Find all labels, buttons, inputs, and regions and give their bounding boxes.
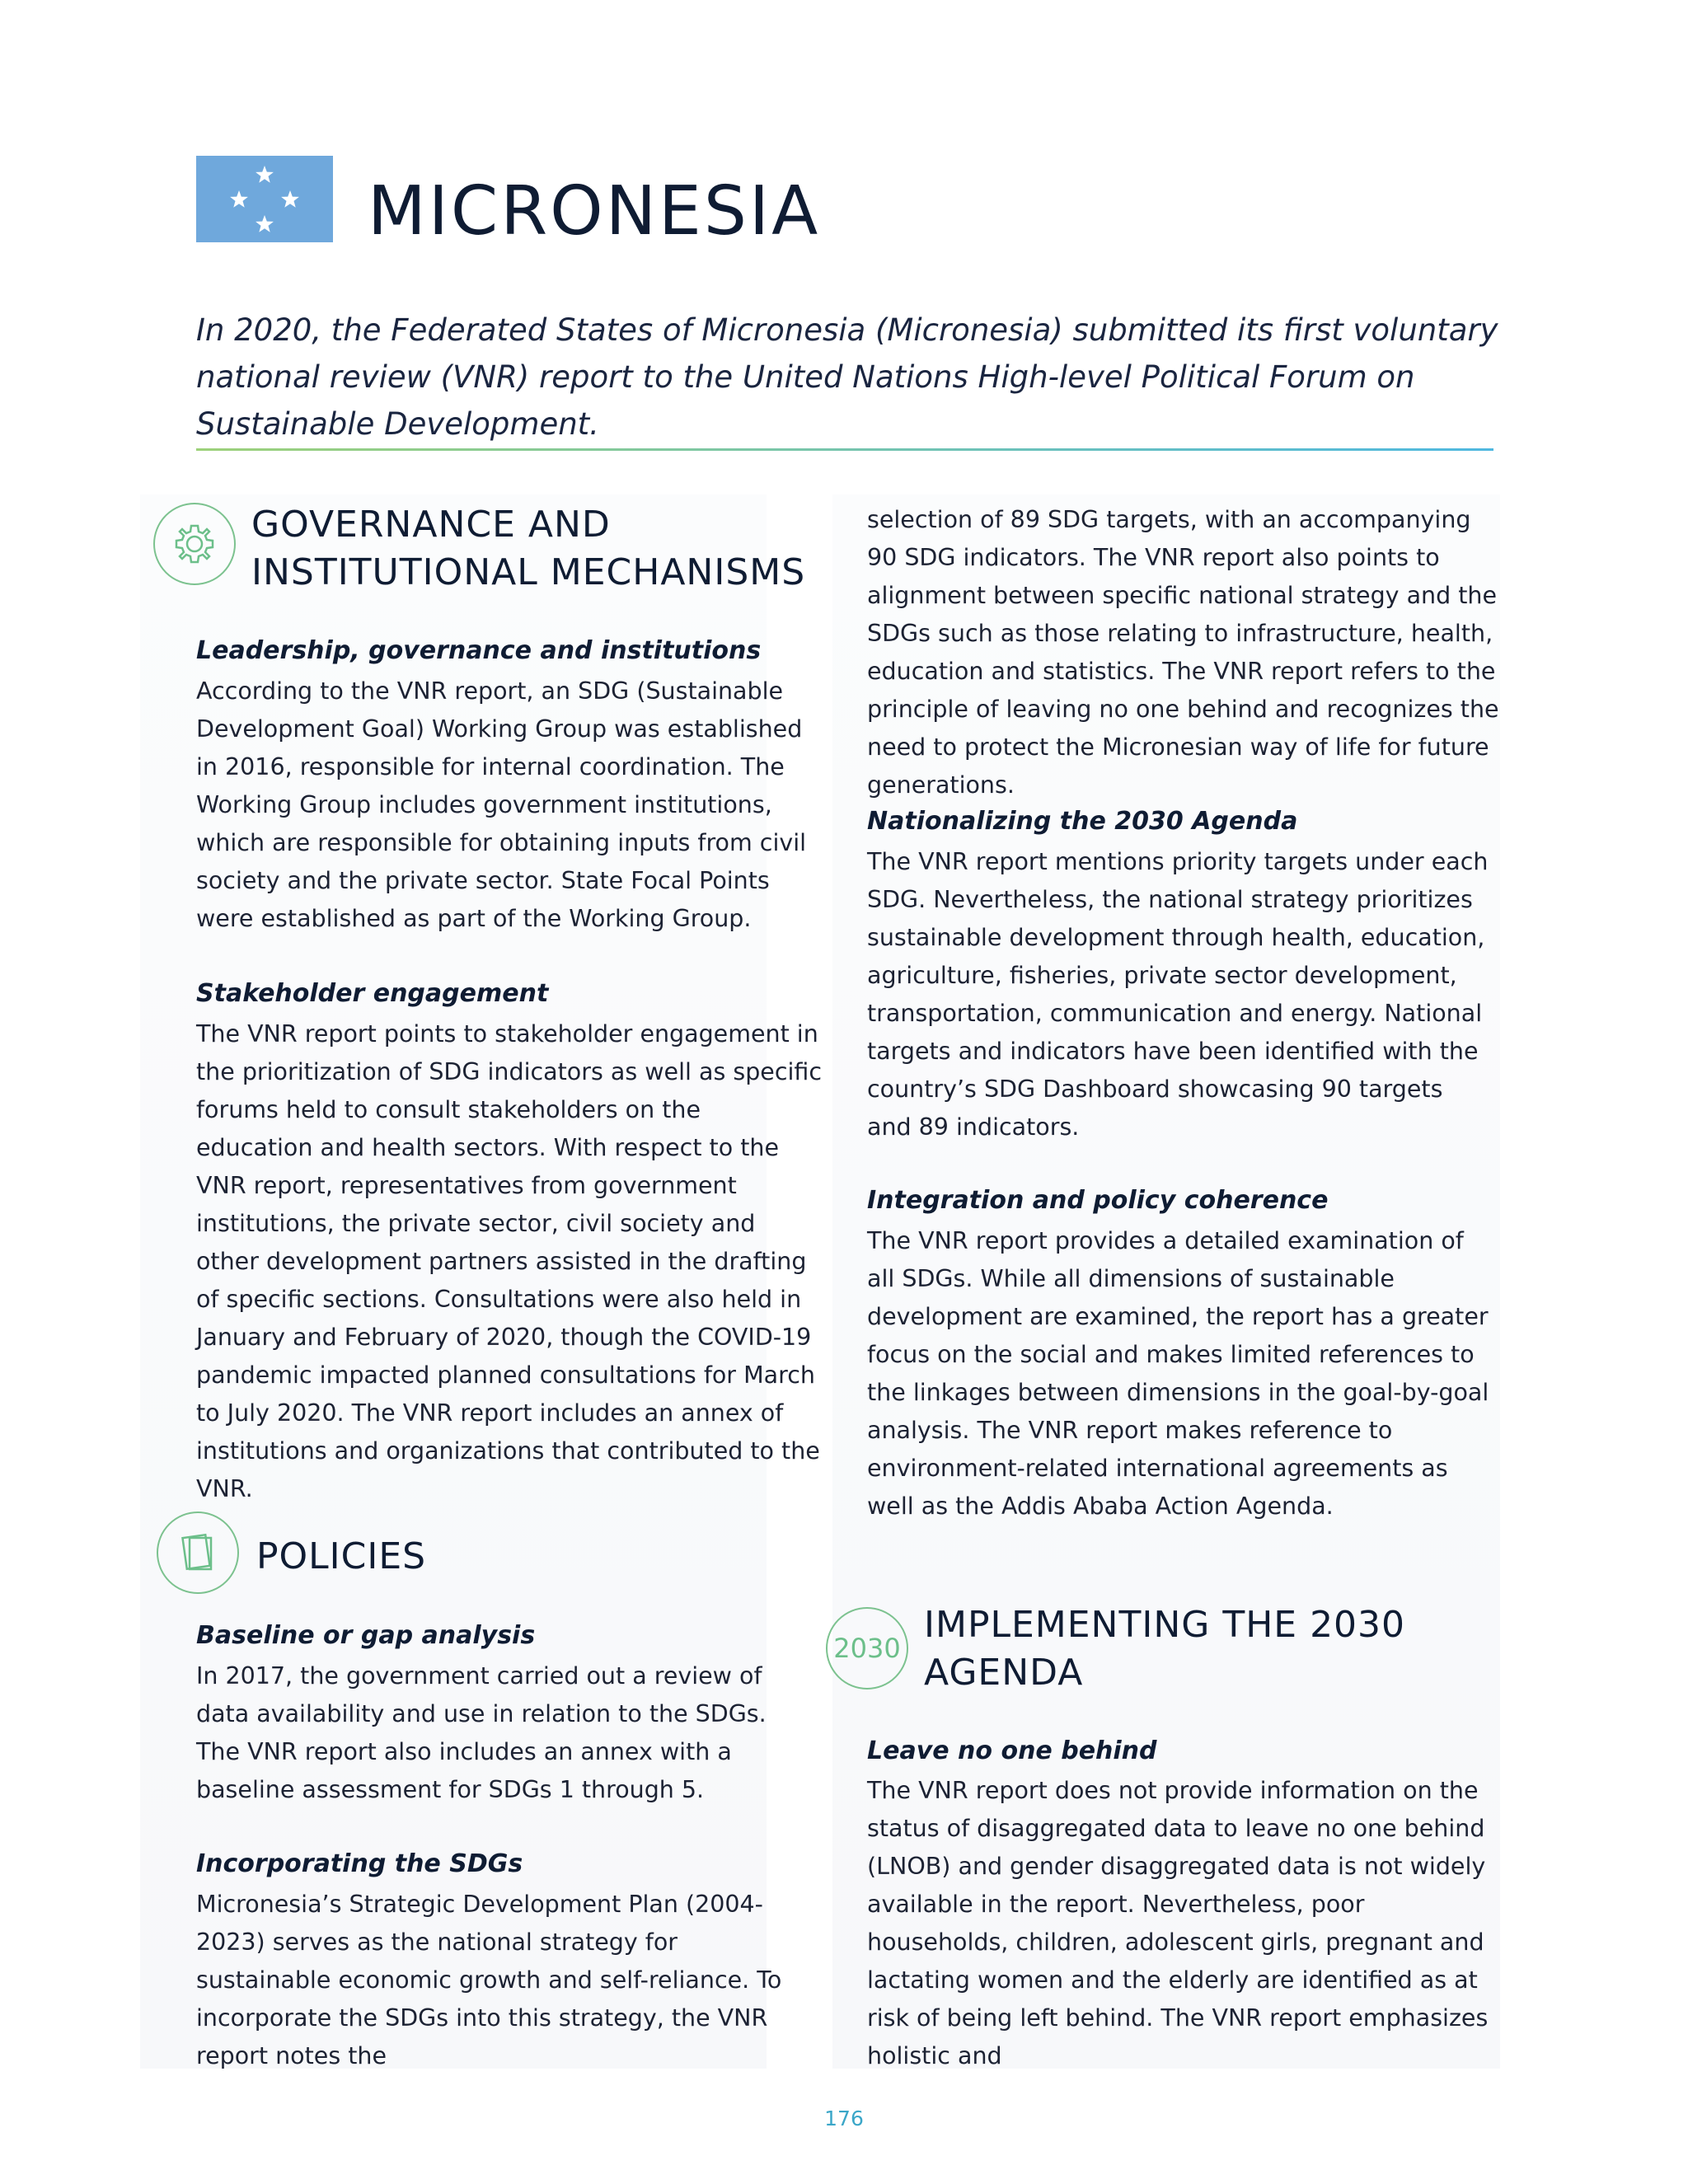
lnob-text: The VNR report does not provide information on the status of disaggregated data to leave no one behind (LNOB) and gender disaggregated data is not widely available in the report. Nevertheless, poor households, children, adolescent girls, pregnant and lactating women and the elderly are identified as at risk of being left behind. The VNR report emphasizes holistic and: [867, 1777, 1489, 2069]
divider: [196, 448, 1493, 451]
lnob-subheading: Leave no one behind: [867, 1736, 1157, 1765]
leadership-text: According to the VNR report, an SDG (Sustainable Development Goal) Working Group was established in 2016, responsible for internal coordination. The Working Group includes government institutions, which are responsible for obtaining inputs from civil society and the private sector. State Focal Points were established as part of the Working Group.: [196, 677, 807, 932]
gear-icon: [153, 503, 236, 585]
integration-text: The VNR report provides a detailed examination of all SDGs. While all dimensions of sustainable development are examined, the report has a greater focus on the social and makes limited references to the linkages between dimensions in the goal-by-goal analysis. The VNR report makes reference to environment-related international agreements as well as the Addis Ababa Action Agenda.: [867, 1227, 1489, 1520]
implementing-heading-line2: AGENDA: [924, 1652, 1084, 1694]
page-title: MICRONESIA: [368, 172, 821, 251]
leadership-subheading: Leadership, governance and institutions: [196, 636, 762, 665]
page-number: 176: [824, 2107, 864, 2130]
baseline-text: In 2017, the government carried out a review of data availability and use in relation to the SDGs. The VNR report also includes an annex with a baseline assessment for SDGs 1 through 5.: [196, 1662, 767, 1803]
nationalizing-text: The VNR report mentions priority targets under each SDG. Nevertheless, the national strategy prioritizes sustainable development through health, education, agriculture, fisheries, private sector development, transportation, communication and energy. National targets and indicators have been identified with the country’s SDG Dashboard showcasing 90 targets and 89 indicators.: [867, 848, 1489, 1141]
incorporating-subheading: Incorporating the SDGs: [196, 1849, 523, 1878]
2030-icon-label: 2030: [833, 1633, 901, 1664]
nationalizing-subheading: Nationalizing the 2030 Agenda: [867, 807, 1298, 836]
incorporating-text: Micronesia’s Strategic Development Plan (2004-2023) serves as the national strategy for sustainable economic growth and self-reliance. To incorporate the SDGs into this strategy, the VNR report notes the: [196, 1891, 782, 2069]
flag-stars-icon: [196, 156, 333, 242]
implementing-heading-line1: IMPLEMENTING THE 2030: [924, 1604, 1406, 1646]
continued-text: selection of 89 SDG targets, with an accompanying 90 SDG indicators. The VNR report also points to alignment between specific national strategy and the SDGs such as those relating to infrastructure, health, education and statistics. The VNR report refers to the principle of leaving no one behind and recognizes the need to protect the Micronesian way of life for future generations.: [867, 506, 1499, 799]
stakeholder-subheading: Stakeholder engagement: [196, 979, 549, 1008]
documents-icon: [157, 1511, 239, 1594]
governance-heading-line2: INSTITUTIONAL MECHANISMS: [251, 551, 806, 593]
governance-heading-line1: GOVERNANCE AND: [251, 504, 611, 546]
integration-subheading: Integration and policy coherence: [867, 1186, 1329, 1215]
policies-heading: POLICIES: [256, 1535, 427, 1577]
2030-icon: [826, 1607, 908, 1690]
micronesia-flag: [196, 156, 333, 242]
intro-text: In 2020, the Federated States of Micronesia (Micronesia) submitted its first voluntary national review (VNR) report to the United Nations High-level Political Forum on Sustainable Development.: [196, 312, 1498, 442]
stakeholder-text: The VNR report points to stakeholder engagement in the prioritization of SDG indicators as well as specific forums held to consult stakeholders on the education and health sectors. With respect to the VNR report, representatives from government institutions, the private sector, civil society and other development partners assisted in the drafting of specific sections. Consultations were also held in January and February of 2020, though the COVID-19 pandemic impacted planned consultations for March to July 2020. The VNR report includes an annex of institutions and organizations that contributed to the VNR.: [196, 1020, 823, 1502]
baseline-subheading: Baseline or gap analysis: [196, 1621, 536, 1650]
